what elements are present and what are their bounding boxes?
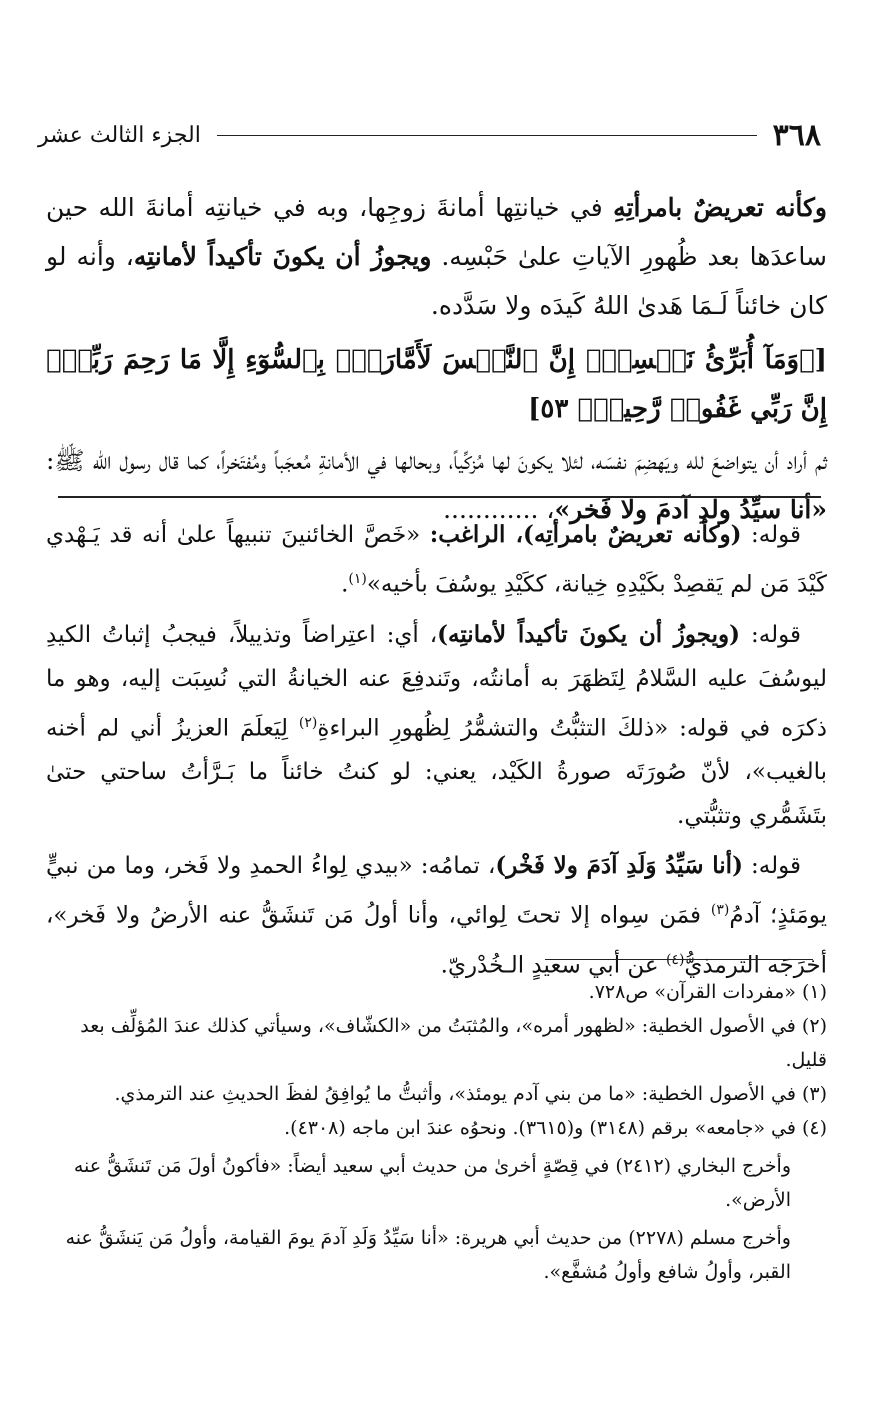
footnote-marker: (٢) [298,714,318,731]
footnote-1: (١) «مفردات القرآن» ص٧٢٨. [588,981,827,1003]
commentary-paragraph-1 [46,513,827,607]
commentary-lead: قوله: [742,853,801,880]
quran-verse: [﴿وَمَآ أُبَرِّئُ نَفۡسِيٓۚ إِنَّ ٱلنَّفۡسَ لَأَمَّارَةُۢ بِٱلسُّوٓءِ إِلَّا مَا رَحِمَ رَبِّيٓۚ إِنَّ رَبِّي غَفُورٞ رَّحِيمٞ﴾ ٥٣] [46,345,827,424]
commentary-heading: (ويجوزُ أن يكونَ تأكيداً لأمانتِه) [437,620,741,648]
commentary-text: فمَن سِواه إلا تحتَ لِوائي، وأنا أولُ مَن تَنشَقُّ عنه الأرضُ ولا فَخر»، أخرَجَه الترمذيُّ [46,902,827,979]
footnote-marker: (٣) [710,902,730,919]
footnote-4-continuation-1: وأخرج البخاري (٢٤١٢) في قِصّةٍ أخرىٰ من حديث أبي سعيد أيضاً: «فأكونُ أولَ مَن تَنشَقُّ عنه الأرض». [73,1155,791,1211]
footnotes [58,975,827,1289]
footnote-2: (٢) في الأصول الخطية: «لظهور أمره»، والمُثبَتُ من «الكشّاف»، وسيأتي كذلك عندَ المُؤلِّف بعد قليل. [80,1015,827,1071]
footnote-4: (٤) في «جامعه» برقم (٣١٤٨) و(٣٦١٥). ونحوُه عندَ ابن ماجه (٤٣٠٨). [284,1117,827,1139]
commentary-text: عن أبي سعيدٍ الـخُدْريّ. [440,952,666,979]
main-text-3: ثم أراد أن يتواضعَ لله ويَهضِمَ نفسَه، لئلا يكونَ لها مُزكِّياً، وبحالها في الأمانةِ مُعجَباً ومُفتَخراً، كما قال رسول الله ﷺ: [46,446,827,475]
commentary-text: «خَصَّ الخائنينَ تنبيهاً علىٰ أنه قد يَـهْدي كَيْدَ مَن لم يَقصِدْ بكَيْدِهِ خِيانة، ككَيْدِ يوسُفَ بأخيه» [46,522,827,598]
commentary-paragraph-2 [46,613,827,839]
hadith-quote: «أنا سيِّدُ ولدِ آدمَ ولا فَخر» [554,495,827,524]
running-title: الجزء الثالث عشر [38,123,201,148]
main-bold-1: وكأنه تعريضٌ بامرأتِهِ [613,193,828,222]
footnote-4-continuation-2: وأخرج مسلم (٢٢٧٨) من حديث أبي هريرة: «أنا سَيِّدُ وَلَدِ آدمَ يومَ القيامة، وأولُ مَن يَنشَقُّ عنه القبر، وأولُ شافع وأولُ مُشفَّع». [65,1227,791,1283]
commentary-paragraph-3 [46,844,827,987]
main-text [46,183,827,534]
main-text-4: ، ............ [443,495,555,524]
commentary-heading: (أنا سَيِّدُ وَلَدِ آدَمَ ولا فَخْر) [495,852,743,880]
commentary-text-end: . [341,571,349,598]
main-divider [58,496,821,498]
footnote-divider [545,959,813,960]
commentary-text: ، أي: اعتِراضاً وتذييلاً، فيجبُ إثباتُ الكيدِ ليوسُفَ عليه السَّلامُ لِتَظهَرَ به أمانتُه، وتَندفِعَ عنه الخيانةُ التي نُسِبَت إليه، وهو ما ذكرَه في قوله: «ذلكَ التثبُّتُ والتشمُّرُ لِظُهورِ البراءةِ [46,621,827,742]
page-number: ٣٦٨ [772,118,821,153]
main-paragraph-1 [46,183,827,330]
main-bold-2: ويجوزُ أن يكونَ تأكيداً لأمانتِه [133,242,432,271]
commentary [46,513,827,994]
footnote-3: (٣) في الأصول الخطية: «ما من بني آدم يومئذ»، وأثبتُّ ما يُوافِقُ لفظَ الحديثِ عند الترمذي. [114,1083,827,1105]
header-rule [217,135,757,136]
main-text-2: ، وأنه لو كان خائناً لَـمَا هَدىٰ اللهُ كَيدَه ولا سَدَّده. [46,242,827,320]
main-text-1: في خيانتِها أمانةَ زوجِها، وبه في خيانتِه أمانةَ الله حين ساعدَها بعد ظُهورِ الآياتِ علىٰ حَبْسِه. [46,193,827,271]
page-header [38,118,821,153]
footnote-marker: (١) [348,571,367,587]
commentary-text: لِيَعلَمَ العزيزُ أني لم أخنه بالغيب»، لأنّ صُورَتَه صورةُ الكَيْد، يعني: لو كنتُ خائناً ما بَـرَّأتُ ساحتي حتىٰ بتَشَمُّري وتثبُّتي. [46,715,827,830]
commentary-text: ، تمامُه: «بيدي لِواءُ الحمدِ ولا فَخر، وما من نبيٍّ يومَئذٍ؛ آدمُ [46,853,827,929]
footnote-marker: (٤) [665,951,685,968]
commentary-lead: قوله: [740,621,802,648]
commentary-lead: قوله: [741,522,801,548]
commentary-heading: (وكأنه تعريضٌ بامرأتِه)، الراغب: [429,521,742,548]
